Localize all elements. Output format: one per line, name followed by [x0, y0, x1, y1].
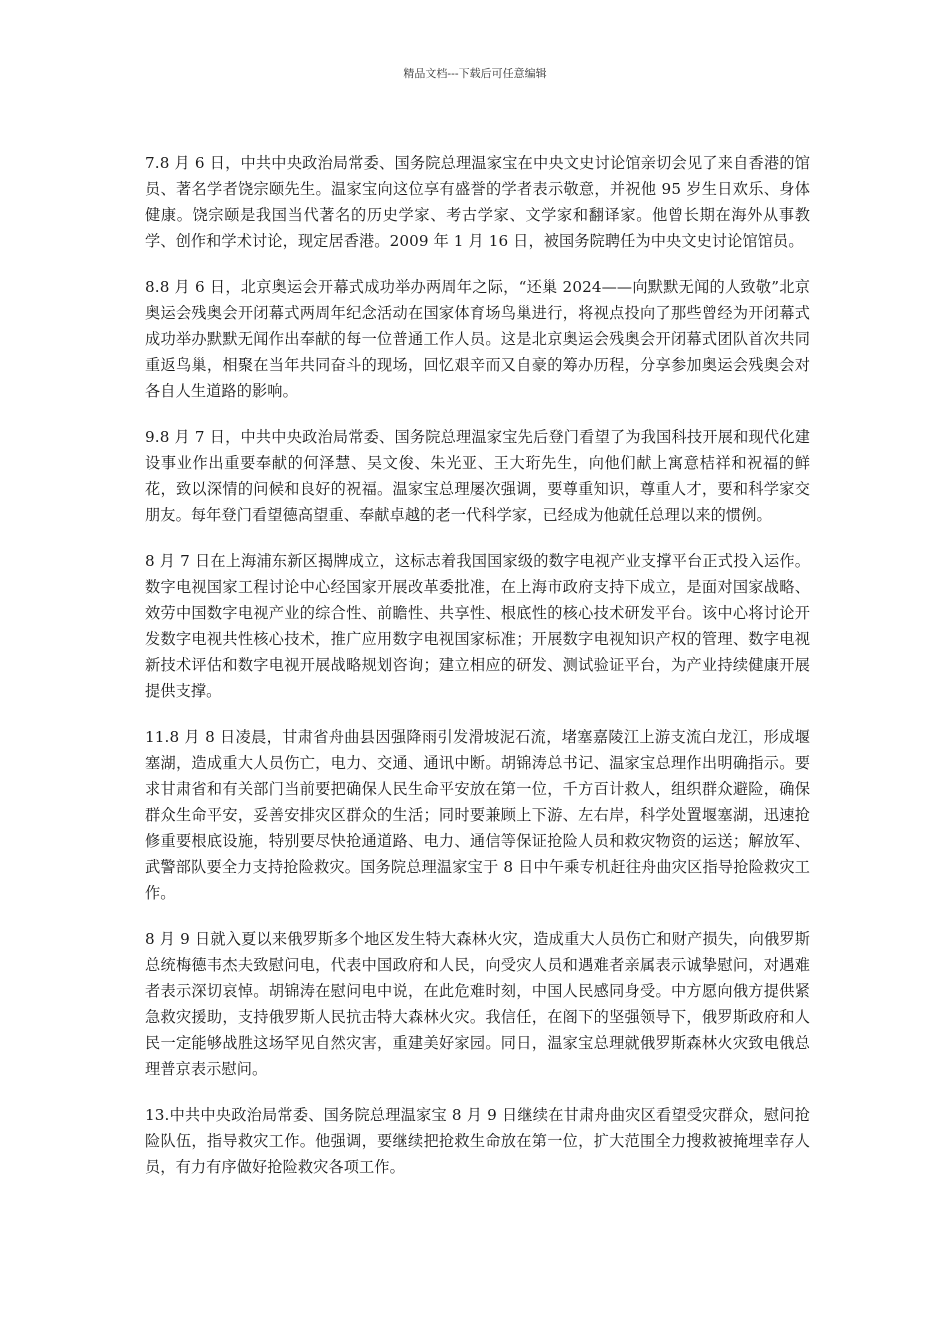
paragraph-3: 9.8 月 7 日，中共中央政治局常委、国务院总理温家宝先后登门看望了为我国科技开展和现代化建设事业作出重要奉献的何泽慧、吴文俊、朱光亚、王大珩先生，向他们献上寓意桔祥和祝福的鲜花，致以深情的问候和良好的祝福。温家宝总理屡次强调，要尊重知识，尊重人才，要和科学家交朋友。每年登门看望德高望重、奉献卓越的老一代科学家，已经成为他就任总理以来的惯例。	[145, 428, 810, 524]
paragraph-2: 8.8 月 6 日，北京奥运会开幕式成功举办两周年之际，“还巢 2024——向默默无闻的人致敬”北京奥运会残奥会开闭幕式两周年纪念活动在国家体育场鸟巢进行，将视点投向了那些曾经为开闭幕式成功举办默默无闻作出奉献的每一位普通工作人员。这是北京奥运会残奥会开闭幕式团队首次共同重返鸟巢，相聚在当年共同奋斗的现场，回忆艰辛而又自豪的筹办历程，分享参加奥运会残奥会对各自人生道路的影响。	[145, 278, 810, 400]
paragraph-5: 11.8 月 8 日凌晨，甘肃省舟曲县因强降雨引发滑坡泥石流，堵塞嘉陵江上游支流白龙江，形成堰塞湖，造成重大人员伤亡，电力、交通、通讯中断。胡锦涛总书记、温家宝总理作出明确指示。要求甘肃省和有关部门当前要把确保人民生命平安放在第一位，千方百计救人，组织群众避险，确保群众生命平安，妥善安排灾区群众的生活；同时要兼顾上下游、左右岸，科学处置堰塞湖，迅速抢修重要根底设施，特别要尽快抢通道路、电力、通信等保证抢险人员和救灾物资的运送；解放军、武警部队要全力支持抢险救灾。国务院总理温家宝于 8 日中午乘专机赶往舟曲灾区指导抢险救灾工作。	[145, 728, 810, 902]
paragraph-7: 13.中共中央政治局常委、国务院总理温家宝 8 月 9 日继续在甘肃舟曲灾区看望受灾群众，慰问抢险队伍，指导救灾工作。他强调，要继续把抢救生命放在第一位，扩大范围全力搜救被掩埋幸存人员，有力有序做好抢险救灾各项工作。	[145, 1106, 810, 1176]
paragraph-6: 8 月 9 日就入夏以来俄罗斯多个地区发生特大森林火灾，造成重大人员伤亡和财产损失，向俄罗斯总统梅德韦杰夫致慰问电，代表中国政府和人民，向受灾人员和遇难者亲属表示诚挚慰问，对遇难者表示深切哀悼。胡锦涛在慰问电中说，在此危难时刻，中国人民感同身受。中方愿向俄方提供紧急救灾援助，支持俄罗斯人民抗击特大森林火灾。我信任，在阁下的坚强领导下，俄罗斯政府和人民一定能够战胜这场罕见自然灾害，重建美好家园。同日，温家宝总理就俄罗斯森林火灾致电俄总理普京表示慰问。	[145, 930, 810, 1078]
document-body	[145, 150, 810, 1200]
page-header: 精品文档---下载后可任意编辑	[403, 67, 547, 80]
paragraph-4: 8 月 7 日在上海浦东新区揭牌成立，这标志着我国国家级的数字电视产业支撑平台正式投入运作。数字电视国家工程讨论中心经国家开展改革委批准，在上海市政府支持下成立，是面对国家战略、效劳中国数字电视产业的综合性、前瞻性、共享性、根底性的核心技术研发平台。该中心将讨论开发数字电视共性核心技术，推广应用数字电视国家标准；开展数字电视知识产权的管理、数字电视新技术评估和数字电视开展战略规划咨询；建立相应的研发、测试验证平台，为产业持续健康开展提供支撑。	[145, 552, 810, 700]
paragraph-1: 7.8 月 6 日，中共中央政治局常委、国务院总理温家宝在中央文史讨论馆亲切会见了来自香港的馆员、著名学者饶宗颐先生。温家宝向这位享有盛誉的学者表示敬意，并祝他 95 岁生日欢乐、身体健康。饶宗颐是我国当代著名的历史学家、考古学家、文学家和翻译家。他曾长期在海外从事教学、创作和学术讨论，现定居香港。2009 年 1 月 16 日，被国务院聘任为中央文史讨论馆馆员。	[145, 154, 810, 250]
